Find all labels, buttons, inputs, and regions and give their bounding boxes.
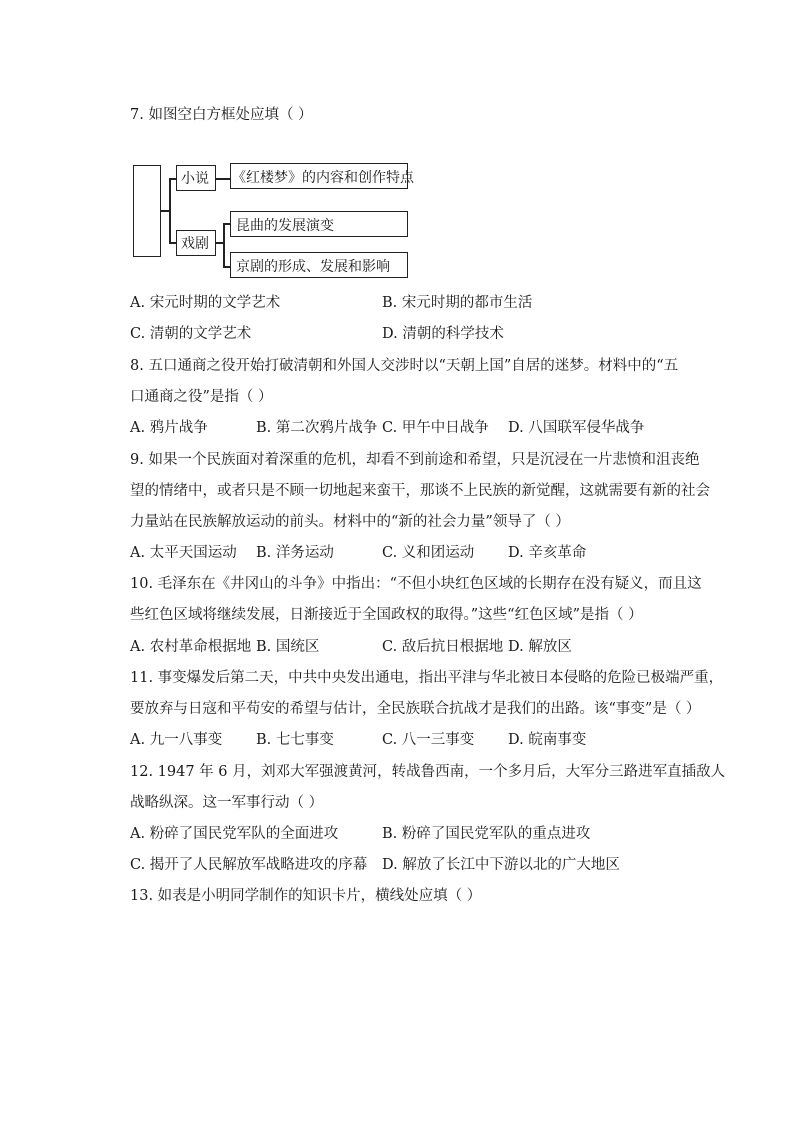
- q7-stem: 7. 如图空白方框处应填（ ）: [130, 107, 313, 123]
- q12-line2: 战略纵深。这一军事行动（ ）: [130, 795, 324, 811]
- jingju-label: 京剧的形成、发展和影响: [236, 259, 390, 275]
- q8-option-a: A. 鸦片战争: [130, 420, 208, 436]
- q7-option-a: A. 宋元时期的文学艺术: [130, 295, 281, 311]
- q10-option-c: C. 敌后抗日根据地: [382, 639, 504, 655]
- q8-option-b: B. 第二次鸦片战争: [256, 420, 378, 436]
- novel-label: 小说: [181, 171, 209, 187]
- q11-option-b: B. 七七事变: [256, 732, 334, 748]
- q12-line1: 12. 1947 年 6 月，刘邓大军强渡黄河，转战鲁西南，一个多月后，大军分三路进军直插敌人: [130, 764, 726, 780]
- q7-option-c: C. 清朝的文学艺术: [130, 326, 252, 342]
- q8-line1: 8. 五口通商之役开始打破清朝和外国人交涉时以“天朝上国”自居的迷梦。材料中的“五: [130, 358, 679, 374]
- q8-option-c: C. 甲午中日战争: [382, 420, 489, 436]
- q9-line2: 望的情绪中，或者只是不顾一切地起来蛮干，那谈不上民族的新觉醒，这就需要有新的社会: [130, 483, 710, 499]
- q10-option-d: D. 解放区: [508, 639, 572, 655]
- q10-option-a: A. 农村革命根据地: [130, 639, 252, 655]
- drama-label: 戏剧: [181, 236, 209, 252]
- q12-option-c: C. 揭开了人民解放军战略进攻的序幕: [130, 857, 368, 873]
- hongloumeng-label: 《红楼梦》的内容和创作特点: [232, 170, 414, 186]
- q11-line1: 11. 事变爆发后第二天，中共中央发出通电，指出平津与华北被日本侵略的危险已极端严重，: [130, 670, 724, 686]
- q9-option-c: C. 义和团运动: [382, 545, 475, 561]
- q12-option-d: D. 解放了长江中下游以北的广大地区: [382, 857, 620, 873]
- q10-line1: 10. 毛泽东在《井冈山的斗争》中指出：“不但小块红色区域的长期存在没有疑义，而且这: [130, 576, 702, 592]
- q11-line2: 要放弃与日寇和平苟安的希望与估计，全民族联合抗战才是我们的出路。该“事变”是（ ）: [130, 701, 701, 717]
- kunqu-label: 昆曲的发展演变: [236, 218, 334, 234]
- q9-option-d: D. 辛亥革命: [508, 545, 587, 561]
- q9-option-b: B. 洋务运动: [256, 545, 334, 561]
- q10-line2: 些红色区域将继续发展，日渐接近于全国政权的取得。”这些“红色区域”是指（ ）: [130, 607, 643, 623]
- q9-line3: 力量站在民族解放运动的前头。材料中的“新的社会力量”领导了（ ）: [130, 514, 570, 530]
- q7-option-d: D. 清朝的科学技术: [382, 326, 504, 342]
- q11-option-c: C. 八一三事变: [382, 732, 475, 748]
- q11-option-d: D. 皖南事变: [508, 732, 587, 748]
- q9-line1: 9. 如果一个民族面对着深重的危机，却看不到前途和希望，只是沉浸在一片悲愤和沮丧绝: [130, 452, 700, 468]
- q7-diagram: [130, 160, 430, 285]
- q9-option-a: A. 太平天国运动: [130, 545, 237, 561]
- q10-option-b: B. 国统区: [256, 639, 320, 655]
- q12-option-b: B. 粉碎了国民党军队的重点进攻: [382, 826, 591, 842]
- blank-box: [133, 165, 161, 257]
- q8-option-d: D. 八国联军侵华战争: [508, 420, 645, 436]
- q8-line2: 口通商之役”是指（ ）: [130, 389, 273, 405]
- q7-option-b: B. 宋元时期的都市生活: [382, 295, 533, 311]
- q12-option-a: A. 粉碎了国民党军队的全面进攻: [130, 826, 339, 842]
- q13-stem: 13. 如表是小明同学制作的知识卡片，横线处应填（ ）: [130, 888, 482, 904]
- q11-option-a: A. 九一八事变: [130, 732, 223, 748]
